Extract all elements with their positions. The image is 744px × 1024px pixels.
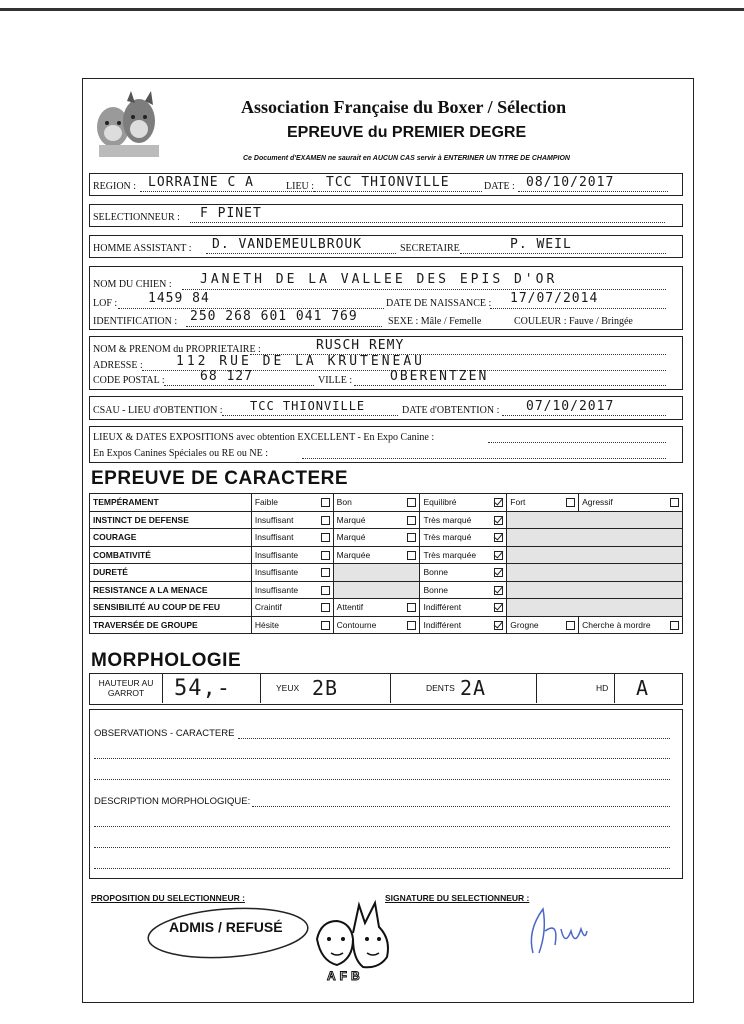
option-cell[interactable]: Marqué: [333, 529, 420, 547]
expos-line2: En Expos Canines Spéciales ou RE ou NE :: [93, 448, 268, 459]
checkbox-icon[interactable]: [407, 516, 416, 525]
dents-label: DENTS: [426, 683, 455, 693]
shaded-cell: [507, 581, 683, 599]
option-cell[interactable]: Faible: [251, 494, 333, 512]
form-note: Ce Document d'EXAMEN ne saurait en AUCUN CAS servir à ENTERINER UN TITRE DE CHAMPION: [243, 155, 570, 162]
adresse-value[interactable]: 112 RUE DE LA KRUTENEAU: [176, 354, 426, 369]
lieu-label: LIEU :: [286, 181, 315, 192]
checkbox-icon[interactable]: [321, 551, 330, 560]
boxer-dogs-logo-icon: [87, 89, 167, 159]
option-cell[interactable]: Hésite: [251, 616, 333, 634]
csau-box: [89, 396, 683, 420]
hd-value[interactable]: A: [636, 676, 650, 700]
checkbox-icon[interactable]: [407, 533, 416, 542]
couleur-field[interactable]: COULEUR : Fauve / Bringée: [514, 316, 633, 327]
adresse-label: ADRESSE :: [93, 360, 143, 371]
table-row: [90, 581, 683, 599]
checkbox-checked-icon[interactable]: [494, 516, 503, 525]
checkbox-checked-icon[interactable]: [494, 551, 503, 560]
option-cell[interactable]: Craintif: [251, 599, 333, 617]
identification-value[interactable]: 250 268 601 041 769: [190, 309, 358, 324]
selectionneur-label: SELECTIONNEUR :: [93, 212, 180, 223]
table-row: [90, 546, 683, 564]
option-cell[interactable]: Fort: [507, 494, 579, 512]
region-value[interactable]: LORRAINE C A: [148, 175, 254, 190]
row-name: TEMPÉRAMENT: [90, 494, 252, 512]
checkbox-icon[interactable]: [670, 621, 679, 630]
table-row: [90, 529, 683, 547]
csau-date-label: DATE d'OBTENTION :: [402, 405, 500, 416]
row-name: DURETÉ: [90, 564, 252, 582]
assistant-value[interactable]: D. VANDEMEULBROUK: [212, 237, 363, 252]
option-cell[interactable]: Bonne: [420, 564, 507, 582]
decision-value[interactable]: ADMIS / REFUSÉ: [169, 919, 283, 935]
option-cell[interactable]: Indifférent: [420, 616, 507, 634]
yeux-value[interactable]: 2B: [312, 676, 339, 700]
checkbox-checked-icon[interactable]: [494, 498, 503, 507]
shaded-cell: [333, 581, 420, 599]
proprietaire-nom-label: NOM & PRENOM du PROPRIETAIRE :: [93, 344, 261, 355]
option-cell[interactable]: Insuffisant: [251, 511, 333, 529]
secretaire-label: SECRETAIRE: [400, 243, 460, 254]
observations-label: OBSERVATIONS - CARACTERE: [94, 728, 235, 739]
csau-label: CSAU - LIEU d'OBTENTION :: [93, 405, 223, 416]
shaded-cell: [507, 529, 683, 547]
checkbox-icon[interactable]: [321, 621, 330, 630]
morphologie-box: [89, 673, 683, 705]
secretaire-value[interactable]: P. WEIL: [510, 237, 572, 252]
option-cell[interactable]: Très marqué: [420, 529, 507, 547]
checkbox-icon[interactable]: [670, 498, 679, 507]
hauteur-label-2: GARROT: [107, 688, 145, 698]
caractere-table: [89, 493, 683, 634]
description-label: DESCRIPTION MORPHOLOGIQUE:: [94, 796, 251, 807]
option-cell[interactable]: Très marquée: [420, 546, 507, 564]
chien-box: [89, 266, 683, 330]
option-cell[interactable]: Equilibré: [420, 494, 507, 512]
form-page: [82, 78, 694, 1003]
checkbox-checked-icon[interactable]: [494, 568, 503, 577]
checkbox-checked-icon[interactable]: [494, 603, 503, 612]
checkbox-icon[interactable]: [407, 621, 416, 630]
row-name: COURAGE: [90, 529, 252, 547]
selectionneur-value[interactable]: F PINET: [200, 206, 262, 221]
region-label: REGION :: [93, 181, 137, 192]
morphologie-title: MORPHOLOGIE: [91, 650, 242, 671]
checkbox-checked-icon[interactable]: [494, 621, 503, 630]
checkbox-icon[interactable]: [321, 498, 330, 507]
table-row: [90, 511, 683, 529]
lof-value[interactable]: 1459 84: [148, 291, 210, 306]
checkbox-icon[interactable]: [321, 516, 330, 525]
date-value[interactable]: 08/10/2017: [526, 175, 615, 190]
expos-box: [89, 426, 683, 463]
proprietaire-nom-value[interactable]: RUSCH REMY: [316, 338, 405, 353]
selectionneur-box: [89, 204, 683, 227]
date-label: DATE :: [484, 181, 515, 192]
shaded-cell: [507, 599, 683, 617]
option-cell[interactable]: Insuffisante: [251, 546, 333, 564]
checkbox-checked-icon[interactable]: [494, 586, 503, 595]
nom-chien-value[interactable]: JANETH DE LA VALLEE DES EPIS D'OR: [200, 272, 558, 287]
lieu-value[interactable]: TCC THIONVILLE: [326, 175, 450, 190]
hd-label: HD: [596, 683, 609, 693]
option-cell[interactable]: Très marqué: [420, 511, 507, 529]
checkbox-icon[interactable]: [407, 498, 416, 507]
form-subtitle: EPREUVE du PREMIER DEGRE: [287, 124, 527, 141]
lof-label: LOF :: [93, 298, 118, 309]
observations-box: [89, 709, 683, 879]
naissance-label: DATE DE NAISSANCE :: [386, 298, 492, 309]
naissance-value[interactable]: 17/07/2014: [510, 291, 599, 306]
row-name: TRAVERSÉE DE GROUPE: [90, 616, 252, 634]
row-name: COMBATIVITÉ: [90, 546, 252, 564]
row-name: SENSIBILITÉ AU COUP DE FEU: [90, 599, 252, 617]
signature-icon: [515, 901, 615, 961]
hauteur-value[interactable]: 54,-: [174, 676, 231, 701]
option-cell[interactable]: Marqué: [333, 511, 420, 529]
dents-value[interactable]: 2A: [460, 676, 487, 700]
expos-line1: LIEUX & DATES EXPOSITIONS avec obtention EXCELLENT - En Expo Canine :: [93, 432, 435, 443]
sexe-field[interactable]: SEXE : Mâle / Femelle: [388, 316, 482, 327]
option-cell[interactable]: Marquée: [333, 546, 420, 564]
identification-label: IDENTIFICATION :: [93, 316, 178, 327]
proprietaire-box: [89, 336, 683, 390]
option-cell[interactable]: Agressif: [579, 494, 683, 512]
option-cell[interactable]: Indifférent: [420, 599, 507, 617]
caractere-title: EPREUVE DE CARACTERE: [91, 468, 349, 489]
ville-value[interactable]: OBERENTZEN: [390, 369, 489, 384]
yeux-label: YEUX: [276, 683, 300, 693]
row-name: RESISTANCE A LA MENACE: [90, 581, 252, 599]
shaded-cell: [507, 564, 683, 582]
signature-label: SIGNATURE DU SELECTIONNEUR :: [385, 893, 530, 903]
table-row: [90, 564, 683, 582]
option-cell[interactable]: Contourne: [333, 616, 420, 634]
checkbox-icon[interactable]: [566, 621, 575, 630]
table-row: [90, 616, 683, 634]
code-postal-label: CODE POSTAL :: [93, 375, 165, 386]
checkbox-icon[interactable]: [321, 533, 330, 542]
shaded-cell: [507, 511, 683, 529]
scan-top-edge: [0, 8, 744, 11]
ville-label: VILLE :: [318, 375, 353, 386]
option-cell[interactable]: Insuffisante: [251, 564, 333, 582]
checkbox-icon[interactable]: [407, 603, 416, 612]
csau-date-value[interactable]: 07/10/2017: [526, 399, 615, 414]
checkbox-icon[interactable]: [321, 586, 330, 595]
option-cell[interactable]: Bonne: [420, 581, 507, 599]
form-title: Association Française du Boxer / Sélection: [241, 97, 567, 117]
proposition-label: PROPOSITION DU SELECTIONNEUR :: [91, 893, 245, 903]
checkbox-icon[interactable]: [407, 551, 416, 560]
afb-logo-text: AFB: [327, 969, 364, 983]
hauteur-label-1: HAUTEUR AU: [98, 678, 154, 688]
option-cell[interactable]: Grogne: [507, 616, 579, 634]
option-cell[interactable]: Attentif: [333, 599, 420, 617]
table-row: [90, 494, 683, 512]
checkbox-checked-icon[interactable]: [494, 533, 503, 542]
csau-value[interactable]: TCC THIONVILLE: [250, 399, 366, 413]
option-cell[interactable]: Insuffisante: [251, 581, 333, 599]
row-name: INSTINCT DE DEFENSE: [90, 511, 252, 529]
assistant-box: [89, 235, 683, 258]
region-box: [89, 173, 683, 196]
option-cell[interactable]: Bon: [333, 494, 420, 512]
checkbox-icon[interactable]: [321, 603, 330, 612]
option-cell[interactable]: Cherche à mordre: [579, 616, 683, 634]
checkbox-icon[interactable]: [566, 498, 575, 507]
table-row: [90, 599, 683, 617]
assistant-label: HOMME ASSISTANT :: [93, 243, 192, 254]
code-postal-value[interactable]: 68 127: [200, 369, 253, 384]
shaded-cell: [507, 546, 683, 564]
checkbox-icon[interactable]: [321, 568, 330, 577]
nom-chien-label: NOM DU CHIEN :: [93, 279, 172, 290]
option-cell[interactable]: Insuffisant: [251, 529, 333, 547]
shaded-cell: [333, 564, 420, 582]
